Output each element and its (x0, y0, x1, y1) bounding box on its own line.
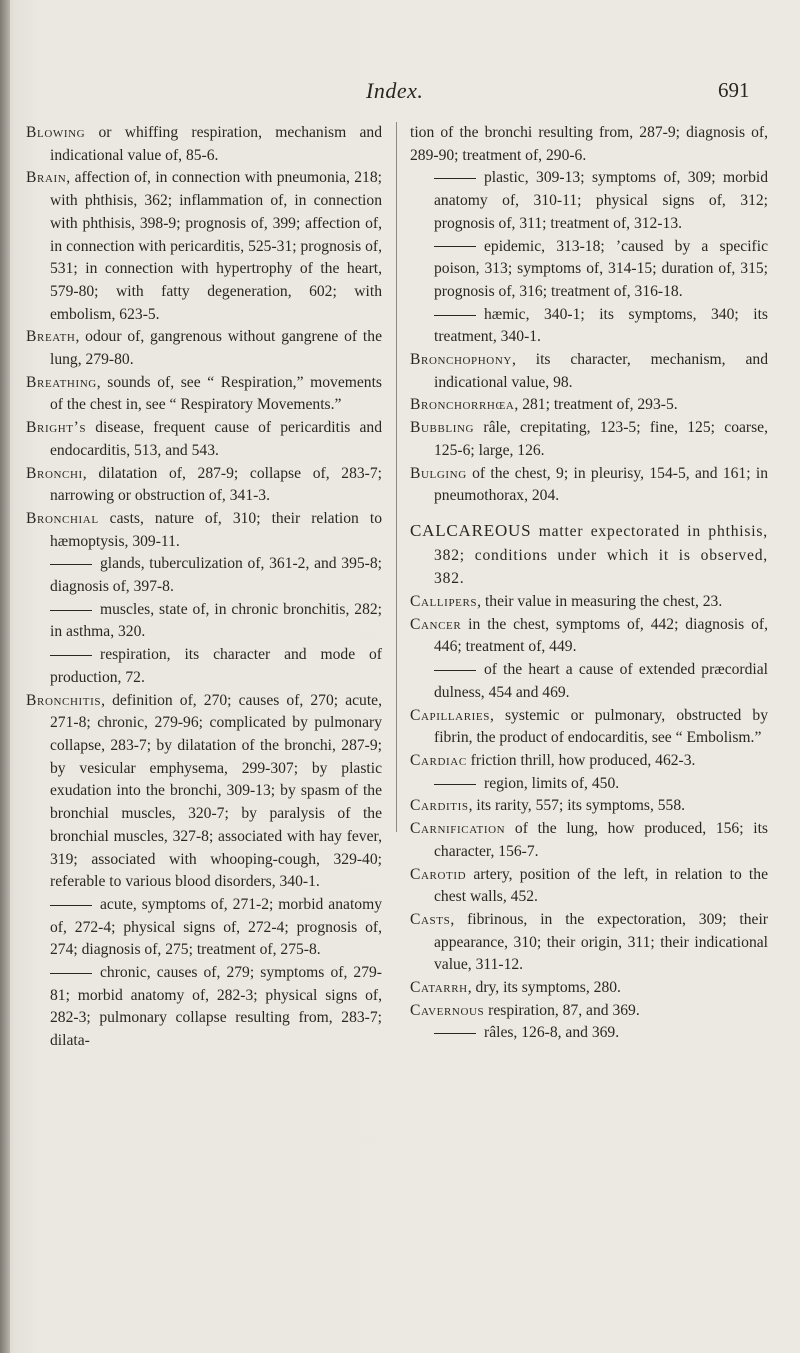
entry-text: respiration, 87, and 369. (484, 1001, 640, 1019)
em-dash-rule (50, 610, 92, 611)
index-subentry (26, 599, 382, 644)
entry-head: Callipers (410, 593, 478, 611)
em-dash-rule (50, 905, 92, 906)
entry-head: CALCAREOUS (410, 520, 532, 540)
entry-text: , dry, its symptoms, 280. (467, 979, 621, 997)
entry-head: Catarrh (410, 979, 468, 997)
index-entry (410, 614, 768, 659)
entry-head: Bronchitis (26, 691, 102, 709)
em-dash-rule (434, 246, 476, 247)
index-entry (410, 750, 768, 773)
entry-head: Cancer (410, 615, 462, 633)
entry-text: of the chest, 9; in pleurisy, 154-5, and 161; in pneumothorax, 204. (434, 464, 768, 505)
entry-text: muscles, state of, in chronic bronchitis, 282; in asthma, 320. (50, 600, 382, 641)
index-entry (410, 705, 768, 750)
index-entry (410, 591, 768, 614)
entry-text: or whiffing respiration, mechanism and indicational value of, 85-6. (50, 124, 383, 164)
entry-head: Brain (26, 169, 67, 187)
em-dash-rule (434, 178, 476, 179)
index-entry (26, 122, 382, 167)
entry-text: , odour of, gangrenous without gangrene of the lung, 279-80. (50, 328, 382, 369)
entry-text: , definition of, 270; causes of, 270; acute, 271-8; chronic, 279-96; complicated by pulmonary collapse, 283-7; by dilatation of the bronchi, 287-9; by vesicular emphysema, 299-307; by plastic exudation into the bronchi, 309-13; by spasm of the bronchial muscles, 320-7; by paralysis of the bronchial muscles, 327-8; associated with hay fever, 319; associated with whooping-cough, 329-40; referable to various blood disorders, 340-1. (50, 691, 382, 891)
index-entry (410, 864, 768, 909)
em-dash-rule (50, 973, 92, 974)
entry-head: Breath (26, 328, 76, 346)
index-entry (26, 417, 382, 462)
entry-head: Bubbling (410, 419, 475, 437)
entry-text: hæmic, 340-1; its symptoms, 340; its treatment, 340-1. (434, 305, 768, 346)
entry-text: artery, position of the left, in relation to the chest walls, 452. (434, 865, 768, 906)
entry-text: , its rarity, 557; its symptoms, 558. (468, 797, 686, 815)
index-subentry (410, 304, 768, 349)
index-entry (410, 795, 768, 818)
index-subentry (410, 1022, 768, 1045)
index-subentry (26, 644, 382, 689)
entry-text: , sounds of, see “ Respiration,” movements of the chest in, see “ Respiratory Movements.” (50, 373, 382, 414)
entry-text: respiration, its character and mode of production, 72. (50, 646, 382, 686)
index-entry (410, 417, 768, 462)
entry-head: Bronchial (26, 509, 99, 527)
index-subentry (410, 773, 768, 796)
entry-head: Carditis (410, 797, 469, 815)
index-subentry (26, 553, 382, 598)
entry-head: Breathing (26, 373, 97, 391)
index-entry (410, 909, 768, 977)
entry-text: acute, symptoms of, 271-2; morbid anatomy of, 272-4; physical signs of, 272-4; prognosis of, 274; diagnosis of, 275; treatment of, 275-8. (50, 895, 382, 959)
entry-head: Casts (410, 910, 451, 928)
entry-text: , systemic or pulmonary, obstructed by fibrin, the product of endocarditis, see “ Embolism.” (434, 706, 768, 747)
entry-text: , their value in measuring the chest, 23. (477, 593, 723, 611)
entry-text: in the chest, symptoms of, 442; diagnosis of, 446; treatment of, 449. (434, 615, 768, 656)
entry-head: Blowing (26, 124, 86, 141)
entry-text: glands, tuberculization of, 361-2, and 395-8; diagnosis of, 397-8. (50, 555, 382, 596)
index-subentry (410, 236, 768, 304)
entry-head: Cavernous (410, 1001, 485, 1019)
entry-text: epidemic, 313-18; ’caused by a specific poison, 313; symptoms of, 314-15; duration of, 315; prognosis of, 316; treatment of, 316-18. (434, 237, 768, 300)
left-column (26, 122, 382, 1053)
index-entry (410, 394, 768, 417)
index-entry (26, 372, 382, 417)
page-number: 691 (718, 78, 750, 102)
index-entry (26, 463, 382, 508)
index-entry (410, 818, 768, 863)
entry-text: disease, frequent cause of pericarditis and endocarditis, 513, and 543. (50, 419, 382, 459)
entry-text: of the lung, how produced, 156; its character, 156-7. (434, 820, 768, 860)
entry-text: , its character, mechanism, and indicational value, 98. (434, 351, 768, 391)
entry-text: region, limits of, 450. (484, 774, 620, 792)
entry-head: Bulging (410, 464, 467, 482)
running-title: Index. (366, 78, 424, 103)
entry-text: matter expectorated in phthisis, 382; conditions under which it is observed, 382. (434, 522, 768, 588)
em-dash-rule (434, 1033, 476, 1034)
entry-text: casts, nature of, 310; their relation to hæmoptysis, 309-11. (50, 509, 382, 550)
em-dash-rule (50, 564, 92, 565)
entry-text: plastic, 309-13; symptoms of, 309; morbid anatomy of, 310-11; physical signs of, 312; prognosis of, 311; treatment of, 312-13. (434, 169, 768, 232)
right-column (410, 122, 768, 1045)
entry-text: , fibrinous, in the expectoration, 309; their appearance, 310; their origin, 311; their indicational value, 311-12. (434, 910, 768, 974)
index-entry (26, 508, 382, 553)
em-dash-rule (434, 315, 476, 316)
entry-head: Cardiac (410, 751, 467, 769)
entry-head: Bronchi (26, 464, 83, 482)
index-subentry (410, 167, 768, 235)
entry-text: , affection of, in connection with pneumonia, 218; with phthisis, 362; inflammation of, in connection with phthisis, 398-9; prognosis of, 399; affection of, in connection with pericarditis, 525-31; prognosis of, 531; in connection with hypertrophy of the heart, 579-80; with fatty degeneration, 602; with embolism, 623-5. (50, 169, 382, 323)
em-dash-rule (50, 655, 92, 656)
column-divider (396, 122, 397, 832)
em-dash-rule (434, 670, 476, 671)
entry-text: chronic, causes of, 279; symptoms of, 279-81; morbid anatomy of, 282-3; physical signs of, 282-3; pulmonary collapse resulting from, 283-7; dilata- (50, 964, 382, 1050)
entry-head: Carotid (410, 865, 467, 883)
index-entry (410, 977, 768, 1000)
entry-head: Bronchorrhœa (410, 396, 515, 414)
index-entry (26, 326, 382, 371)
entry-head: Carnification (410, 820, 506, 838)
index-subentry (26, 962, 382, 1053)
page-binding-edge (0, 0, 10, 1353)
entry-head: Capillaries (410, 706, 490, 724)
entry-head: Bronchophony (410, 351, 512, 369)
index-entry (26, 690, 382, 894)
entry-text: râle, crepitating, 123-5; fine, 125; coarse, 125-6; large, 126. (434, 419, 768, 459)
entry-text: , 281; treatment of, 293-5. (514, 396, 678, 414)
entry-text: râles, 126-8, and 369. (484, 1024, 620, 1042)
index-subentry (26, 894, 382, 962)
entry-text: friction thrill, how produced, 462-3. (466, 751, 696, 769)
section-entry (410, 520, 768, 591)
index-entry (410, 463, 768, 508)
entry-text: of the heart a cause of extended præcordial dulness, 454 and 469. (434, 661, 768, 701)
index-continuation (410, 122, 768, 167)
index-entry (410, 349, 768, 394)
running-head (0, 78, 800, 108)
entry-text: , dilatation of, 287-9; collapse of, 283-7; narrowing or obstruction of, 341-3. (50, 464, 382, 505)
entry-head: Bright’s (26, 419, 87, 437)
index-entry (410, 1000, 768, 1023)
em-dash-rule (434, 784, 476, 785)
entry-text: tion of the bronchi resulting from, 287-9; diagnosis of, 289-90; treatment of, 290-6. (410, 124, 768, 164)
index-subentry (410, 659, 768, 704)
index-entry (26, 167, 382, 326)
